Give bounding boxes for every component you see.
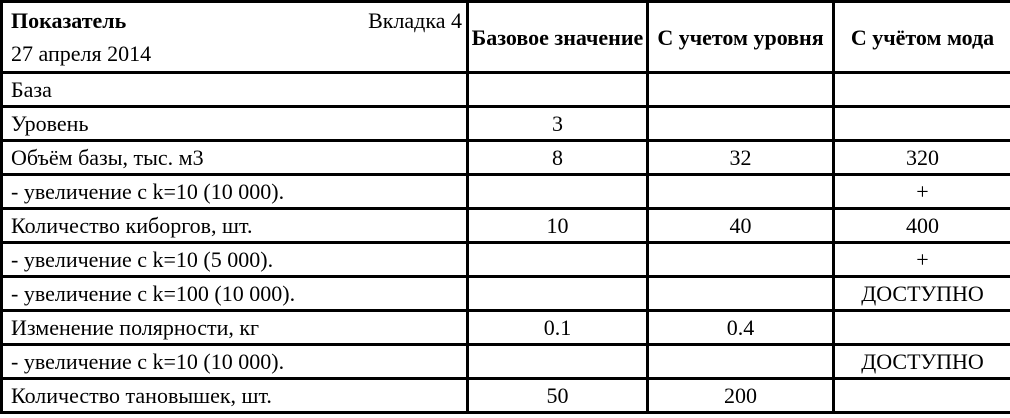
row-label: Количество тановышек, шт. (2, 379, 468, 413)
table-row (2, 209, 1010, 243)
table-row (2, 141, 1010, 175)
header-col-base-value: Базовое значение (468, 2, 648, 73)
cell-mod-value: ДОСТУПНО (834, 277, 1010, 311)
cell-base-value: 10 (468, 209, 648, 243)
row-label: - увеличение с k=10 (10 000). (2, 175, 468, 209)
header-row (2, 2, 1010, 73)
row-label: Изменение полярности, кг (2, 311, 468, 345)
cell-mod-value (834, 73, 1010, 107)
table-row (2, 379, 1010, 413)
cell-mod-value: 320 (834, 141, 1010, 175)
cell-base-value: 3 (468, 107, 648, 141)
cell-base-value (468, 345, 648, 379)
cell-mod-value (834, 379, 1010, 413)
table-row (2, 107, 1010, 141)
cell-base-value (468, 175, 648, 209)
row-label: Количество киборгов, шт. (2, 209, 468, 243)
table-row (2, 277, 1010, 311)
cell-level-value (648, 175, 834, 209)
table-row (2, 345, 1010, 379)
cell-mod-value: + (834, 175, 1010, 209)
cell-level-value: 40 (648, 209, 834, 243)
cell-base-value (468, 73, 648, 107)
cell-level-value (648, 277, 834, 311)
cell-level-value: 200 (648, 379, 834, 413)
table-row (2, 243, 1010, 277)
row-label: - увеличение с k=100 (10 000). (2, 277, 468, 311)
header-col-with-level: С учетом уровня (648, 2, 834, 73)
cell-level-value (648, 107, 834, 141)
row-label: Объём базы, тыс. м3 (2, 141, 468, 175)
row-label: База (2, 73, 468, 107)
table-row (2, 311, 1010, 345)
header-line-1 (11, 4, 462, 37)
table-body (2, 73, 1010, 413)
cell-mod-value: ДОСТУПНО (834, 345, 1010, 379)
header-title: Показатель (11, 8, 127, 33)
cell-mod-value (834, 311, 1010, 345)
header-col-with-mod: С учётом мода (834, 2, 1010, 73)
header-tab-label: Вкладка 4 (368, 8, 462, 33)
cell-level-value (648, 345, 834, 379)
table-row (2, 175, 1010, 209)
cell-level-value: 32 (648, 141, 834, 175)
row-label: - увеличение с k=10 (10 000). (2, 345, 468, 379)
cell-base-value (468, 277, 648, 311)
row-label: Уровень (2, 107, 468, 141)
cell-mod-value (834, 107, 1010, 141)
table-row (2, 73, 1010, 107)
cell-level-value: 0.4 (648, 311, 834, 345)
cell-level-value (648, 73, 834, 107)
cell-mod-value: + (834, 243, 1010, 277)
row-label: - увеличение с k=10 (5 000). (2, 243, 468, 277)
cell-base-value: 0.1 (468, 311, 648, 345)
cell-base-value (468, 243, 648, 277)
cell-base-value: 8 (468, 141, 648, 175)
header-date: 27 апреля 2014 (11, 41, 152, 66)
cell-base-value: 50 (468, 379, 648, 413)
header-indicator-cell (2, 2, 468, 73)
cell-level-value (648, 243, 834, 277)
cell-mod-value: 400 (834, 209, 1010, 243)
